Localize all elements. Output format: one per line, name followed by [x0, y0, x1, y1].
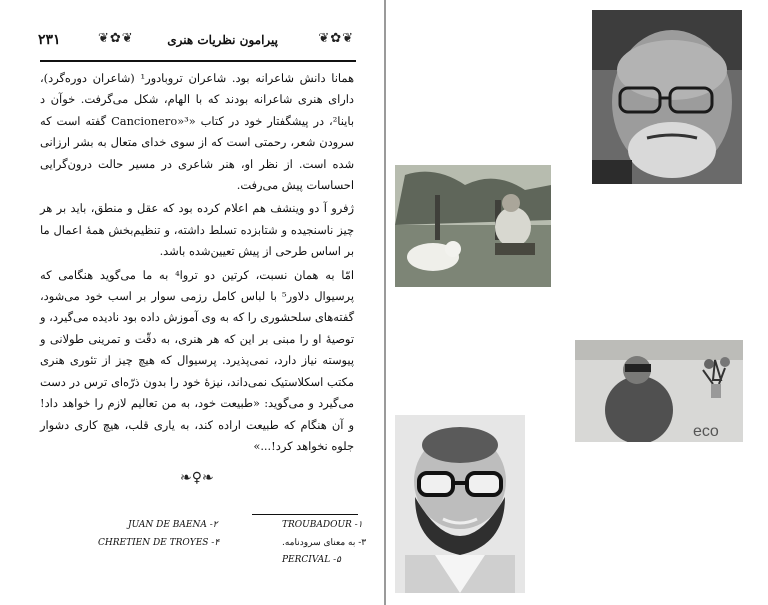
footnote-2: JUAN DE BAENA -۲ — [128, 520, 218, 530]
svg-text:eco: eco — [693, 423, 719, 440]
outdoor-photo-with-dog — [395, 165, 551, 287]
portrait-photo-closeup — [592, 10, 742, 184]
header-ornament-right: ❦✿❦ — [318, 31, 354, 46]
footnote-5: PERCIVAL -۵ — [282, 555, 341, 565]
footnote-rule — [252, 514, 358, 515]
header-ornament-left: ❦✿❦ — [98, 31, 134, 46]
portrait-photo-bearded — [395, 415, 525, 593]
page-header — [38, 30, 356, 54]
paragraph: ژفرو آ دو وینشف هم اعلام کرده بود که عقل و منطق، باید بر هر چیز ناسنجیده و شتابزده تسلط داشته، و تنظیم‌بخش همهٔ اعمال ما بر اساس طرحی از پیش تعیین‌شده باشد. — [40, 201, 354, 259]
paragraph: امّا به همان نسبت، کرتین دو تروا⁴ به ما می‌گوید هنگامی که پرسیوال دلاور⁵ با لباس کامل رزمی سوار بر اسب خود می‌شود، گفته‌های سلحشوری را که به وی آموزش داده بود نادیده می‌گیرد، و توصیهٔ او را مبنی بر این که هر هنری، به دقّت و تمرینی طولانی و پیوسته نیاز دارد، نمی‌پذیرد. پرسیوال که هیچ چیز از تئوری هنری مکتب اسکلاستیک نمی‌داند، نیزهٔ خود را بدون ذرّه‌ای ترس در دست می‌گیرد و می‌گوید: «طبیعت خود، به من تعالیم لازم را خواهد داد! و آن هنگام که طبیعت اراده کند، به یاری قلب، هیچ کاری دشوار جلوه نخواهد کرد!...» — [40, 267, 354, 453]
footnote-3: ۳- به معنای سرودنامه. — [282, 538, 367, 548]
interior-photo-with-flowers — [575, 340, 743, 442]
header-rule — [40, 60, 356, 62]
fleuron-ornament: ❧♀❧ — [180, 470, 214, 486]
page-number: ۲۳۱ — [38, 32, 61, 48]
footnote-1: TROUBADOUR -۱ — [282, 520, 363, 530]
body-text — [40, 68, 354, 457]
footnote-4: CHRETIEN DE TROYES -۴ — [98, 538, 220, 548]
paragraph: همانا دانش شاعرانه بود. شاعران تروبادور¹ (شاعران دوره‌گرد)، دارای هنری شاعرانه بودند که با الهام، شکل می‌گرفت. خوآن د باینا²، در پیشگفتار خود در کتاب «Cancionero»³ گفته است که سرودن شعر، رحمتی است که از سوی خدای متعال به بشر ارزانی شده است. از نظر او، هنر شاعری در مسیر حالت درون‌گرایی احساسات پیش می‌رفت. — [40, 71, 354, 193]
running-title: پیرامون نظریات هنری — [167, 33, 278, 47]
